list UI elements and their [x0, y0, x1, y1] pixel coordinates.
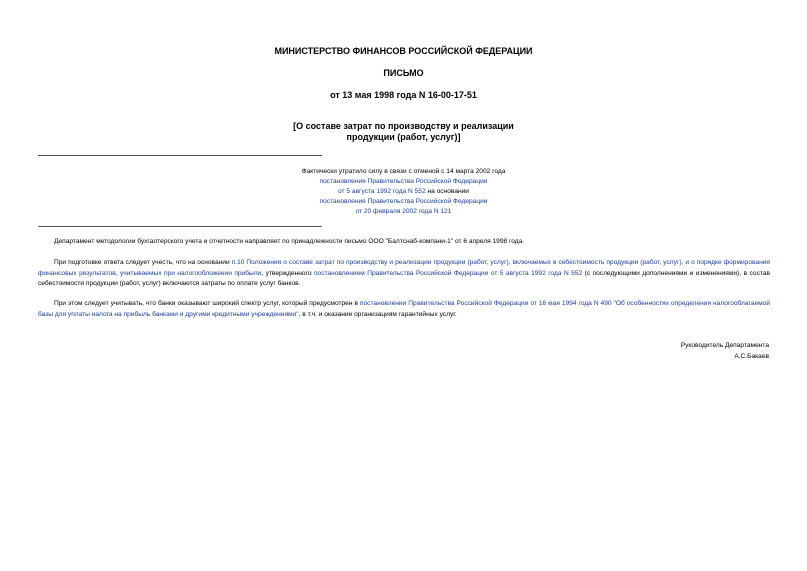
status-note-link-resolution-2[interactable]: постановления Правительства Российской Федерации: [319, 198, 488, 205]
document-date-number: от 13 мая 1998 года N 16-00-17-51: [330, 90, 477, 100]
document-type: ПИСЬМО: [383, 68, 424, 78]
paragraph-3-link-resolution[interactable]: постановлении Правительства Российской Федерации от 16 мая 1994 года N 490 "Об особенностях определения налогооблагаемой базы для уплаты налога на прибыль банками и другими кредитными учреждениями": [38, 300, 770, 318]
status-note-link-date[interactable]: от 5 августа 1992 года N 552: [338, 188, 426, 195]
paragraph-2-text-1: При подготовке ответа следует учесть, что на основании: [54, 259, 232, 266]
subject-line-2: продукции (работ, услуг)]: [346, 132, 461, 142]
ministry-heading: МИНИСТЕРСТВО ФИНАНСОВ РОССИЙСКОЙ ФЕДЕРАЦИИ: [274, 46, 533, 56]
paragraph-2: [38, 258, 770, 290]
status-note-line-3: [0, 187, 807, 197]
paragraph-3-text-1: При этом следует учитывать, что банки оказывают широкий спектр услуг, который предусмотрен в: [54, 300, 360, 307]
status-note: [0, 167, 807, 217]
status-note-text: на основании: [425, 188, 469, 195]
document-subject: [0, 121, 807, 143]
paragraph-3-text-2: , в т.ч. и оказание организациям гарантийных услуг.: [298, 310, 457, 318]
subject-line-1: [О составе затрат по производству и реализации: [293, 121, 514, 131]
paragraph-2-text-3: (с последующими дополнениями и изменениями), в состав себестоимости продукции (работ, услуг) включаются затраты по оплате услуг банков.: [38, 269, 770, 287]
paragraph-2-link-resolution[interactable]: постановлением Правительства Российской Федерации от 5 августа 1992 года N 552: [313, 269, 583, 277]
status-note-link-resolution[interactable]: постановления Правительства Российской Федерации: [319, 178, 488, 185]
signature-name: А.С.Бакаев: [734, 352, 769, 360]
paragraph-2-link-regulation[interactable]: п.10 Положения о составе затрат по производству и реализации продукции (работ, услуг), включаемых в себестоимость продукции (работ, услуг), и о порядке формирования финансовых результатов, учитываемых при налогообложении прибыли: [38, 259, 770, 277]
divider-bottom: [38, 226, 322, 227]
signature-title: Руководитель Департамента: [680, 342, 769, 349]
status-note-line-1: Фактически утратило силу в связи с отменой с 14 марта 2002 года: [301, 168, 506, 175]
paragraph-3: [38, 299, 770, 320]
divider-top: [38, 155, 322, 156]
signature-block: [681, 341, 769, 362]
paragraph-1: Департамент методологии бухгалтерского учета и отчетности направляет по принадлежности письмо ООО "Балтснаб-компани-1" от 6 апреля 1998 года.: [54, 238, 525, 245]
status-note-link-date-2[interactable]: от 20 февраля 2002 года N 121: [355, 208, 452, 215]
paragraph-2-text-2: , утвержденного: [261, 269, 314, 277]
